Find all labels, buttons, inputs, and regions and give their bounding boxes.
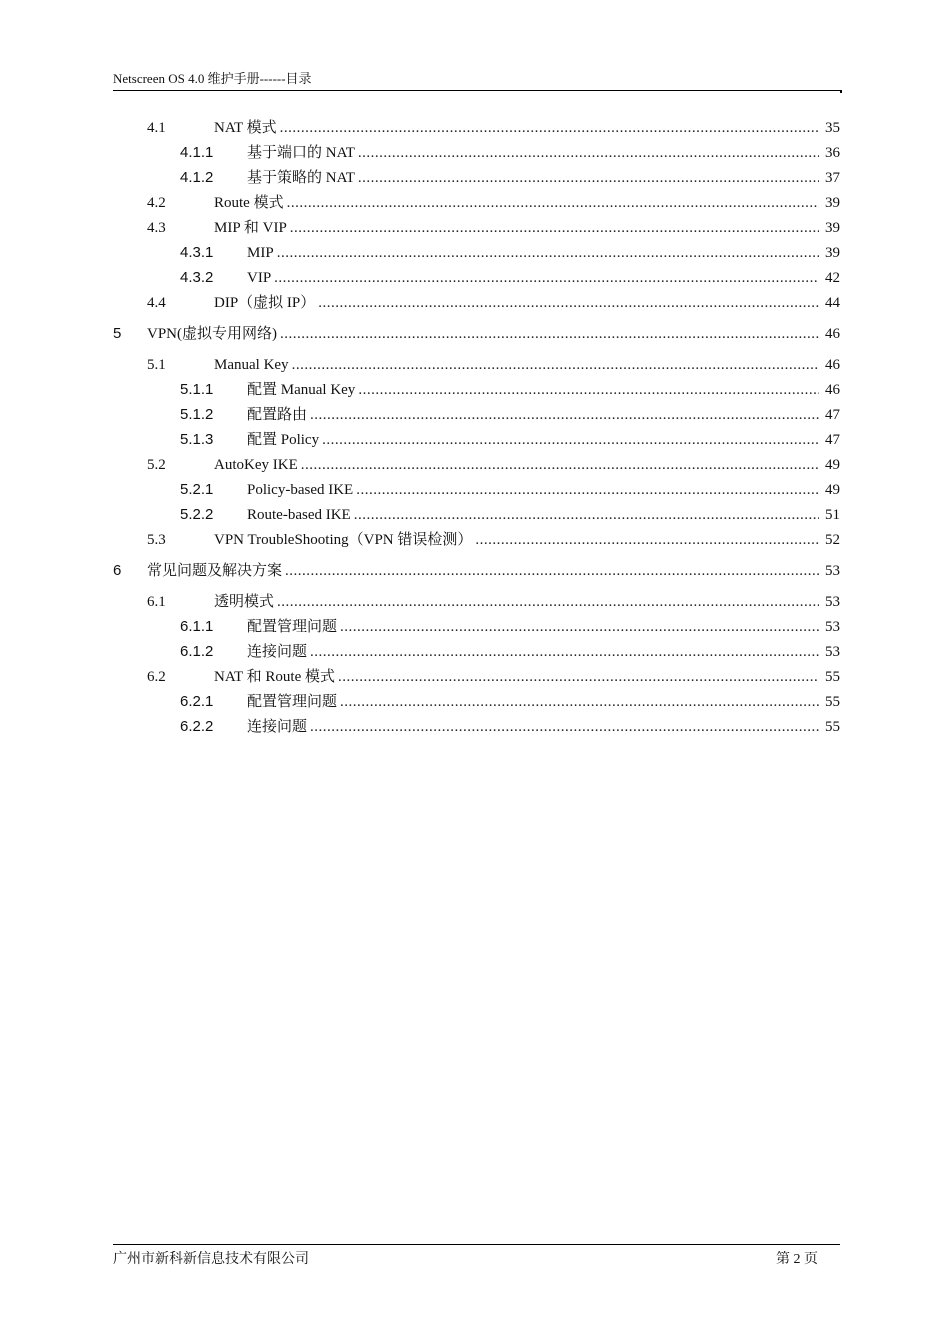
toc-entry-title: 常见问题及解决方案 xyxy=(147,563,283,579)
toc-entry-page: 39 xyxy=(825,245,840,261)
toc-entry-number: 5.1.1 xyxy=(180,381,214,398)
toc-entry[interactable] xyxy=(113,690,840,714)
toc-dot-leader xyxy=(274,266,819,290)
toc-entry-title: AutoKey IKE xyxy=(214,457,298,473)
toc-entry[interactable] xyxy=(113,322,840,346)
toc-entry-page: 49 xyxy=(825,482,840,498)
toc-entry-page: 39 xyxy=(825,195,840,211)
toc-entry-number: 5.2.2 xyxy=(180,506,214,523)
toc-entry-title: DIP（虚拟 IP） xyxy=(214,295,316,311)
toc-entry-number: 5.1.3 xyxy=(180,431,214,448)
toc-entry-page: 47 xyxy=(825,407,840,423)
toc-entry[interactable] xyxy=(113,291,840,315)
toc-entry-title: VPN(虚拟专用网络) xyxy=(147,326,277,342)
toc-entry[interactable] xyxy=(113,503,840,527)
toc-entry-title: 基于端口的 NAT xyxy=(247,145,355,161)
toc-dot-leader xyxy=(280,322,819,346)
toc-entry-number: 4.3.2 xyxy=(180,269,214,286)
toc-entry-title: Route 模式 xyxy=(214,195,284,211)
toc-entry-title: NAT 模式 xyxy=(214,120,277,136)
toc-dot-leader xyxy=(358,378,819,402)
toc-dot-leader xyxy=(301,453,819,477)
toc-entry[interactable] xyxy=(113,216,840,240)
toc-entry-page: 49 xyxy=(825,457,840,473)
toc-entry-page: 46 xyxy=(825,357,840,373)
footer-company: 广州市新科新信息技术有限公司 xyxy=(113,1252,309,1267)
toc-dot-leader xyxy=(285,559,819,583)
toc-entry-number: 5 xyxy=(113,325,122,342)
toc-entry-title: 配置管理问题 xyxy=(247,694,338,710)
toc-dot-leader xyxy=(277,590,819,614)
toc-entry-number: 6 xyxy=(113,562,122,579)
toc-entry-title: 配置 Policy xyxy=(247,432,320,448)
toc-entry[interactable] xyxy=(113,191,840,215)
toc-entry-number: 6.1.1 xyxy=(180,618,214,635)
toc-entry-page: 37 xyxy=(825,170,840,186)
toc-entry-page: 55 xyxy=(825,694,840,710)
toc-entry-number: 4.3 xyxy=(147,220,166,236)
toc-entry[interactable] xyxy=(113,403,840,427)
toc-entry-title: MIP xyxy=(247,245,274,261)
toc-entry[interactable] xyxy=(113,353,840,377)
toc-entry-title: VIP xyxy=(247,270,272,286)
toc-entry-page: 53 xyxy=(825,594,840,610)
toc-entry-page: 55 xyxy=(825,669,840,685)
toc-dot-leader xyxy=(280,116,819,140)
header-rule-end xyxy=(840,90,842,93)
toc-dot-leader xyxy=(310,715,819,739)
toc-entry-title: Policy-based IKE xyxy=(247,482,354,498)
toc-entry[interactable] xyxy=(113,166,840,190)
toc-entry-title: 配置 Manual Key xyxy=(247,382,356,398)
toc-entry-number: 5.2 xyxy=(147,457,166,473)
page-footer xyxy=(113,1244,840,1267)
toc-entry[interactable] xyxy=(113,116,840,140)
toc-entry-page: 39 xyxy=(825,220,840,236)
toc-entry-page: 42 xyxy=(825,270,840,286)
toc-entry-title: Manual Key xyxy=(214,357,289,373)
toc-dot-leader xyxy=(310,403,819,427)
toc-dot-leader xyxy=(292,353,819,377)
toc-entry-number: 5.3 xyxy=(147,532,166,548)
toc-entry-number: 6.2.1 xyxy=(180,693,214,710)
toc-entry-title: 透明模式 xyxy=(214,594,275,610)
toc-entry[interactable] xyxy=(113,378,840,402)
toc-entry-title: MIP 和 VIP xyxy=(214,220,287,236)
toc-dot-leader xyxy=(290,216,819,240)
toc-entry-number: 4.4 xyxy=(147,295,166,311)
toc-dot-leader xyxy=(356,478,819,502)
footer-page-number: 第 2 页 xyxy=(776,1252,818,1267)
toc-entry-number: 4.1 xyxy=(147,120,166,136)
toc-dot-leader xyxy=(358,141,819,165)
toc-dot-leader xyxy=(338,665,819,689)
toc-dot-leader xyxy=(322,428,819,452)
toc-entry[interactable] xyxy=(113,590,840,614)
toc-entry[interactable] xyxy=(113,640,840,664)
toc-entry-number: 5.1.2 xyxy=(180,406,214,423)
toc-entry[interactable] xyxy=(113,559,840,583)
toc-entry[interactable] xyxy=(113,615,840,639)
toc-entry-title: NAT 和 Route 模式 xyxy=(214,669,335,685)
toc-entry-title: 基于策略的 NAT xyxy=(247,170,355,186)
toc-entry-page: 35 xyxy=(825,120,840,136)
toc-entry-title: Route-based IKE xyxy=(247,507,351,523)
toc-entry[interactable] xyxy=(113,453,840,477)
toc-entry-page: 53 xyxy=(825,563,840,579)
toc-dot-leader xyxy=(318,291,819,315)
toc-entry-number: 6.2.2 xyxy=(180,718,214,735)
toc-entry[interactable] xyxy=(113,241,840,265)
toc-entry-page: 52 xyxy=(825,532,840,548)
toc-entry-number: 5.1 xyxy=(147,357,166,373)
toc-entry-title: VPN TroubleShooting（VPN 错误检测） xyxy=(214,532,473,548)
toc-dot-leader xyxy=(287,191,819,215)
toc-entry-title: 连接问题 xyxy=(247,719,308,735)
toc-entry-page: 51 xyxy=(825,507,840,523)
toc-entry[interactable] xyxy=(113,428,840,452)
toc-entry-number: 6.1.2 xyxy=(180,643,214,660)
toc-entry-title: 连接问题 xyxy=(247,644,308,660)
toc-dot-leader xyxy=(354,503,819,527)
toc-entry-page: 47 xyxy=(825,432,840,448)
toc-entry-number: 4.1.1 xyxy=(180,144,214,161)
toc-entry[interactable] xyxy=(113,141,840,165)
toc-entry-title: 配置管理问题 xyxy=(247,619,338,635)
toc-entry-page: 53 xyxy=(825,619,840,635)
toc-entry[interactable] xyxy=(113,715,840,739)
toc-entry-title: 配置路由 xyxy=(247,407,308,423)
toc-dot-leader xyxy=(475,528,819,552)
toc-entry-page: 46 xyxy=(825,326,840,342)
page-header xyxy=(113,70,840,91)
toc-entry-number: 6.1 xyxy=(147,594,166,610)
toc-entry-number: 5.2.1 xyxy=(180,481,214,498)
toc-entry[interactable] xyxy=(113,266,840,290)
toc-entry-page: 55 xyxy=(825,719,840,735)
toc-entry-page: 53 xyxy=(825,644,840,660)
toc-entry-page: 44 xyxy=(825,295,840,311)
toc-entry-page: 46 xyxy=(825,382,840,398)
toc-entry[interactable] xyxy=(113,528,840,552)
header-title: Netscreen OS 4.0 维护手册------目录 xyxy=(113,71,312,86)
toc-dot-leader xyxy=(358,166,819,190)
toc-dot-leader xyxy=(340,615,819,639)
toc-entry-page: 36 xyxy=(825,145,840,161)
toc-entry-number: 4.1.2 xyxy=(180,169,214,186)
toc-dot-leader xyxy=(340,690,819,714)
toc-entry-number: 6.2 xyxy=(147,669,166,685)
toc-entry[interactable] xyxy=(113,478,840,502)
toc-entry-number: 4.2 xyxy=(147,195,166,211)
toc-entry-number: 4.3.1 xyxy=(180,244,214,261)
toc-dot-leader xyxy=(277,241,819,265)
toc-dot-leader xyxy=(310,640,819,664)
toc-entry[interactable] xyxy=(113,665,840,689)
